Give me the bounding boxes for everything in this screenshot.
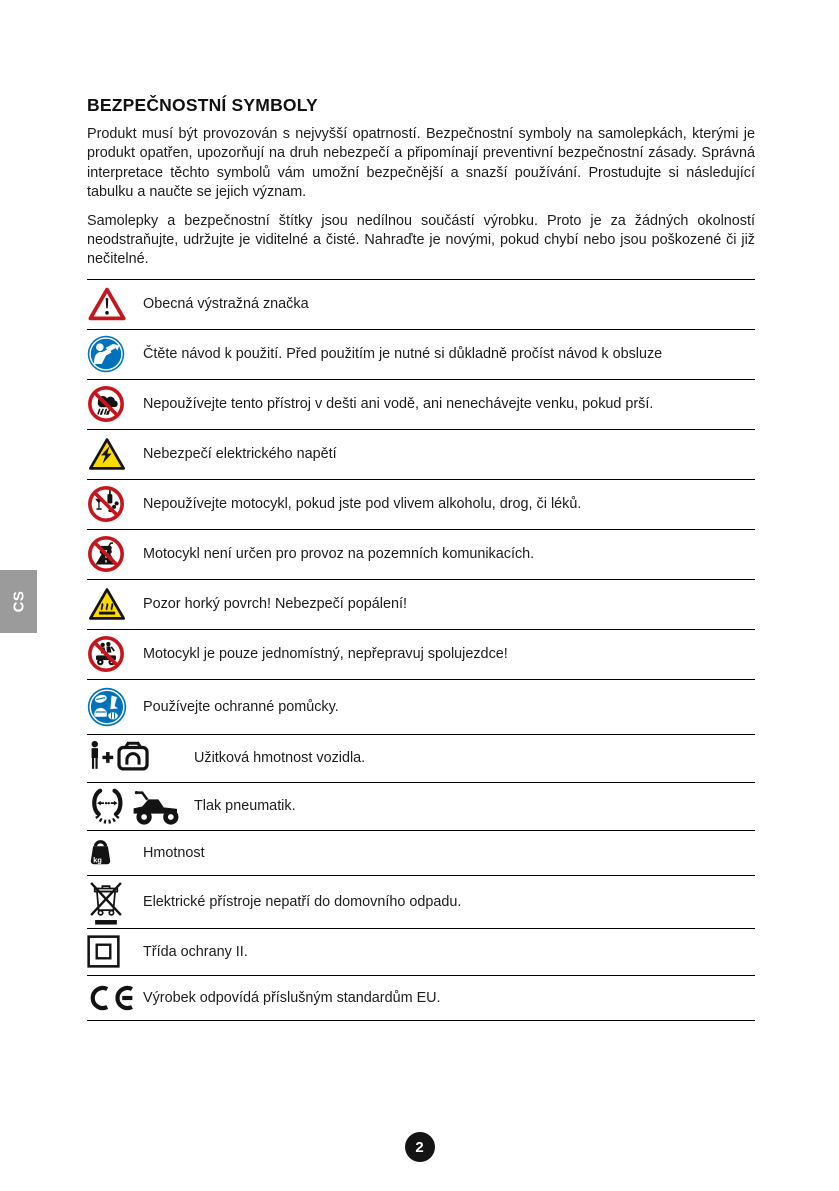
no-public-roads-icon [87, 535, 125, 573]
symbol-row [87, 279, 755, 329]
symbol-row [87, 579, 755, 629]
symbol-row [87, 329, 755, 379]
no-alcohol-drugs-icon [87, 485, 125, 523]
symbol-icon-cell [87, 878, 143, 925]
symbol-row [87, 629, 755, 679]
symbol-row [87, 379, 755, 429]
ce-mark-icon [87, 985, 135, 1011]
symbol-icon-cell [87, 838, 143, 868]
symbol-icon-cell [87, 335, 143, 373]
page-content [87, 95, 755, 1021]
symbol-row [87, 975, 755, 1020]
symbol-row [87, 429, 755, 479]
symbol-icon-cell [87, 286, 143, 322]
read-manual-icon [87, 335, 125, 373]
page-number-badge [405, 1132, 435, 1162]
symbol-label: Tlak pneumatik. [194, 798, 296, 815]
protective-equipment-icon [87, 687, 127, 727]
page-title: BEZPEČNOSTNÍ SYMBOLY [87, 95, 318, 115]
tire-pressure-icon [87, 785, 184, 827]
symbol-icon-cell [87, 535, 143, 573]
symbol-label: Elektrické přístroje nepatří do domovního odpadu. [143, 893, 462, 910]
class-ii-icon [87, 935, 120, 968]
symbol-label: Nepoužívejte tento přístroj v dešti ani vodě, ani nenechávejte venku, pokud prší. [143, 396, 654, 413]
symbol-row [87, 830, 755, 875]
symbol-label: Obecná výstražná značka [143, 296, 309, 313]
no-passenger-icon [87, 635, 125, 673]
language-tab-label: CS [10, 590, 27, 613]
symbol-icon-cell [87, 785, 194, 827]
symbol-row [87, 782, 755, 830]
symbol-icon-cell [87, 985, 143, 1011]
no-rain-icon [87, 385, 125, 423]
symbols-table [87, 279, 755, 1021]
symbol-row [87, 875, 755, 928]
symbol-label: Motocykl není určen pro provoz na pozemních komunikacích. [143, 546, 535, 563]
symbol-label: Používejte ochranné pomůcky. [143, 698, 339, 715]
symbol-icon-cell [87, 586, 143, 622]
symbol-icon-cell [87, 485, 143, 523]
symbol-label: Výrobek odpovídá příslušným standardům EU. [143, 989, 441, 1006]
symbol-icon-cell [87, 635, 143, 673]
symbol-label: Čtěte návod k použití. Před použitím je nutné si důkladně pročíst návod k obsluze [143, 346, 663, 363]
symbol-label: Nepoužívejte motocykl, pokud jste pod vlivem alkoholu, drog, či léků. [143, 496, 582, 513]
symbol-icon-cell [87, 436, 143, 472]
symbol-row [87, 479, 755, 529]
page-number: 2 [415, 1138, 424, 1156]
symbol-row [87, 734, 755, 782]
language-tab-cs [0, 570, 37, 633]
symbol-label: Užitková hmotnost vozidla. [194, 750, 366, 767]
intro-paragraph-1: Produkt musí být provozován s nejvyšší opatrností. Bezpečnostní symboly na samolepkách, kterými je produkt opatřen, upozorňují na druh nebezpečí a připomínají preventivní bezpečnostní zásady. Správná interpretace těchto symbolů vám umožní bezpečnější a snazší používání. Prostudujte si následující tabulku a naučte se jejich význam. [87, 126, 755, 201]
symbol-row [87, 679, 755, 734]
payload-icon [87, 739, 171, 777]
symbol-label: Nebezpečí elektrického napětí [143, 446, 337, 463]
symbol-row [87, 928, 755, 975]
hot-surface-icon [87, 586, 127, 622]
symbol-icon-cell [87, 739, 194, 777]
weight-icon [87, 838, 114, 868]
symbol-icon-cell [87, 935, 143, 968]
weee-icon [87, 878, 125, 925]
intro-paragraph-2: Samolepky a bezpečnostní štítky jsou nedílnou součástí výrobku. Proto je za žádných okolností neodstraňujte, udržujte je viditelné a čisté. Nahraďte je novými, pokud chybí nebo jsou poškozené či již nečitelné. [87, 212, 755, 268]
symbol-label: Pozor horký povrch! Nebezpečí popálení! [143, 596, 407, 613]
symbol-label: Motocykl je pouze jednomístný, nepřepravuj spolujezdce! [143, 646, 508, 663]
symbol-icon-cell [87, 687, 143, 727]
symbol-label: Třída ochrany II. [143, 943, 248, 960]
symbol-icon-cell [87, 385, 143, 423]
electric-hazard-icon [87, 436, 127, 472]
symbol-label: Hmotnost [143, 844, 205, 861]
svg-text:kg: kg [93, 855, 102, 865]
symbol-row [87, 529, 755, 579]
general-warning-icon [87, 286, 127, 322]
